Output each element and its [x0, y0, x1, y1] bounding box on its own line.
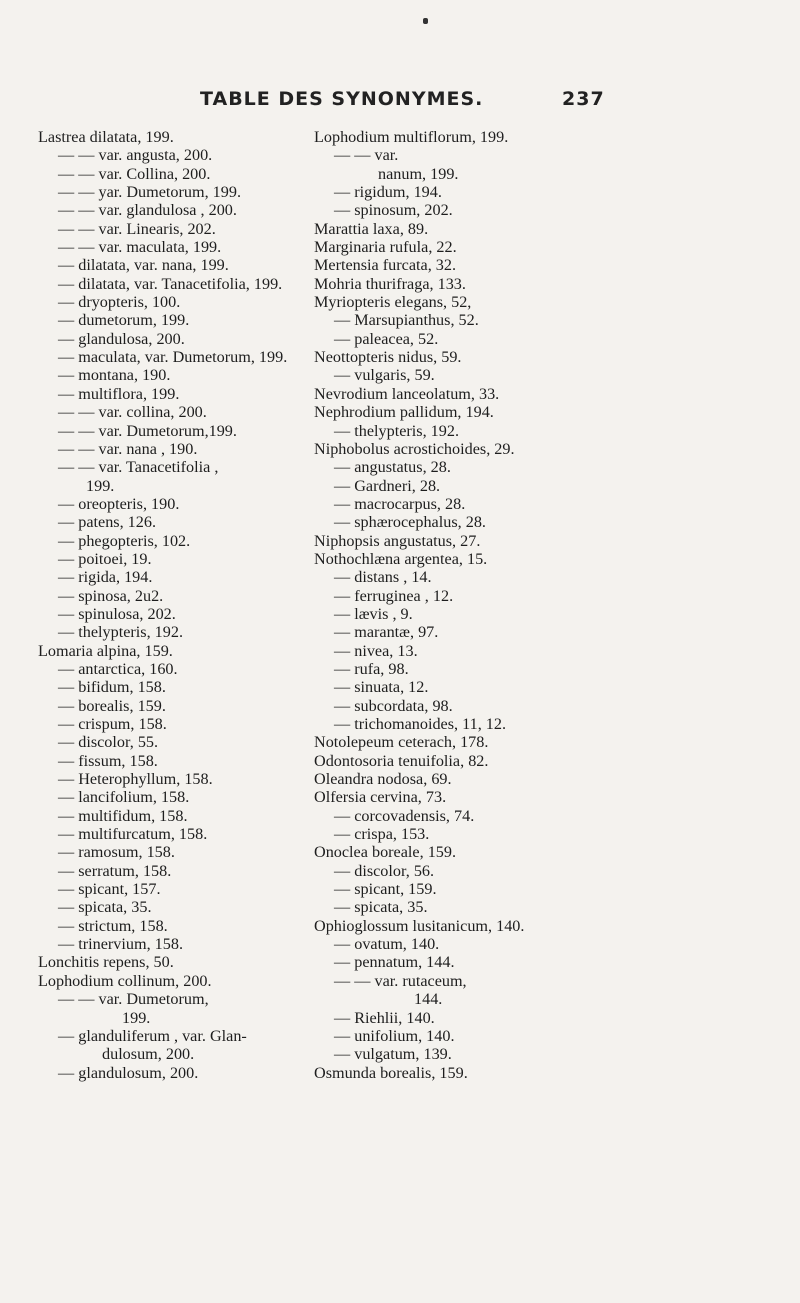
- index-entry: — montana, 190.: [58, 366, 171, 385]
- index-entry: Nephrodium pallidum, 194.: [314, 403, 494, 422]
- index-entry: — Heterophyllum, 158.: [58, 770, 213, 789]
- index-entry: — — var. collina, 200.: [58, 403, 207, 422]
- index-entry: — rufa, 98.: [334, 659, 409, 678]
- index-entry: — — var. Dumetorum,199.: [58, 421, 237, 440]
- index-entry: Onoclea boreale, 159.: [314, 843, 457, 862]
- index-entry: — crispa, 153.: [334, 825, 430, 844]
- index-entry: — lævis , 9.: [334, 604, 413, 623]
- index-entry: — crispum, 158.: [58, 715, 167, 733]
- index-entry: Nothochlæna argentea, 15.: [314, 549, 488, 568]
- page-header: [0, 88, 800, 114]
- index-entry: — multiflora, 199.: [58, 384, 180, 403]
- index-entry: — — var.: [334, 146, 399, 165]
- index-entry: — thelypteris, 192.: [58, 623, 183, 642]
- index-entry: — ramosum, 158.: [58, 843, 175, 862]
- index-entry: Nevrodium lanceolatum, 33.: [314, 384, 500, 403]
- index-entry: — — var. glandulosa , 200.: [58, 201, 237, 220]
- index-entry: 144.: [414, 990, 443, 1009]
- index-entry: Marginaria rufula, 22.: [314, 238, 457, 257]
- index-entry: — lancifolium, 158.: [58, 788, 190, 807]
- index-entry: — unifolium, 140.: [334, 1026, 455, 1045]
- index-entry: — ferruginea , 12.: [334, 586, 454, 605]
- index-entry: — dumetorum, 199.: [58, 311, 190, 330]
- index-entry: Mohria thurifraga, 133.: [314, 274, 466, 293]
- index-entry: — subcordata, 98.: [334, 696, 453, 715]
- index-entry: — — var. rutaceum,: [334, 971, 467, 990]
- index-entry: — spinosum, 202.: [334, 201, 453, 220]
- index-entry: — dilatata, var. Tanacetifolia, 199.: [58, 274, 283, 293]
- index-entry: — discolor, 56.: [334, 861, 435, 880]
- index-entry: — vulgaris, 59.: [334, 366, 435, 385]
- index-entry: — ovatum, 140.: [334, 935, 440, 954]
- index-entry: — spinosa, 2u2.: [58, 586, 164, 605]
- index-entry: — glanduliferum , var. Glan-: [58, 1026, 247, 1045]
- index-entry: — distans , 14.: [334, 568, 432, 587]
- index-entry: nanum, 199.: [378, 164, 459, 183]
- index-entry: Oleandra nodosa, 69.: [314, 770, 452, 789]
- index-entry: — sinuata, 12.: [334, 678, 429, 697]
- index-entry: — — var. Tanacetifolia ,: [58, 458, 219, 477]
- index-entry: 199.: [122, 1008, 151, 1027]
- index-entry: — serratum, 158.: [58, 861, 172, 880]
- index-entry: — — var. angusta, 200.: [58, 146, 213, 165]
- index-entry: — angustatus, 28.: [334, 458, 451, 477]
- index-entry: — glandulosum, 200.: [58, 1063, 199, 1082]
- index-entry: — discolor, 55.: [58, 733, 159, 752]
- index-entry: — — var. nana , 190.: [58, 439, 198, 458]
- index-entry: — dilatata, var. nana, 199.: [58, 256, 229, 275]
- index-entry: dulosum, 200.: [102, 1045, 195, 1064]
- index-entry: — dryopteris, 100.: [58, 293, 181, 312]
- index-entry: — rigida, 194.: [58, 568, 153, 587]
- index-entry: Lophodium collinum, 200.: [38, 971, 212, 990]
- index-entry: — borealis, 159.: [58, 696, 166, 715]
- index-entry: Lophodium multiflorum, 199.: [314, 128, 509, 146]
- index-entry: Osmunda borealis, 159.: [314, 1063, 468, 1082]
- index-entry: — poitoei, 19.: [58, 549, 152, 568]
- index-entry: Odontosoria tenuifolia, 82.: [314, 751, 489, 770]
- index-entry: — spicata, 35.: [334, 898, 428, 917]
- index-entry: — nivea, 13.: [334, 641, 418, 660]
- index-entry: Lonchitis repens, 50.: [38, 953, 174, 972]
- index-entry: — spicata, 35.: [58, 898, 152, 917]
- ink-mark: [423, 18, 428, 24]
- index-column-left: [38, 128, 328, 1082]
- index-entry: Niphopsis angustatus, 27.: [314, 531, 481, 550]
- index-entry: — spicant, 159.: [334, 880, 437, 899]
- index-entry: — trichomanoides, 11, 12.: [334, 715, 507, 733]
- index-entry: 199.: [86, 476, 115, 495]
- index-entry: Ophioglossum lusitanicum, 140.: [314, 916, 525, 935]
- index-entry: — fissum, 158.: [58, 751, 158, 770]
- index-entry: — multifurcatum, 158.: [58, 825, 208, 844]
- index-entry: — spinulosa, 202.: [58, 604, 176, 623]
- index-entry: — thelypteris, 192.: [334, 421, 459, 440]
- index-entry: Myriopteris elegans, 52,: [314, 293, 472, 312]
- index-entry: Lomaria alpina, 159.: [38, 641, 173, 660]
- index-entry: Notolepeum ceterach, 178.: [314, 733, 489, 752]
- index-entry: — — var. Linearis, 202.: [58, 219, 216, 238]
- page-number: 237: [562, 88, 605, 110]
- index-entry: — — yar. Dumetorum, 199.: [58, 183, 241, 202]
- index-entry: — macrocarpus, 28.: [334, 494, 466, 513]
- index-entry: Marattia laxa, 89.: [314, 219, 429, 238]
- index-entry: — Riehlii, 140.: [334, 1008, 435, 1027]
- index-entry: Niphobolus acrostichoides, 29.: [314, 439, 515, 458]
- index-entry: — paleacea, 52.: [334, 329, 439, 348]
- index-entry: — spicant, 157.: [58, 880, 161, 899]
- index-entry: Olfersia cervina, 73.: [314, 788, 447, 807]
- page-title: TABLE DES SYNONYMES.: [200, 88, 484, 110]
- index-entry: — glandulosa, 200.: [58, 329, 185, 348]
- index-entry: — pennatum, 144.: [334, 953, 455, 972]
- index-entry: Lastrea dilatata, 199.: [38, 128, 174, 146]
- index-entry: — phegopteris, 102.: [58, 531, 191, 550]
- index-entry: — — var. maculata, 199.: [58, 238, 222, 257]
- index-entry: — — var. Collina, 200.: [58, 164, 211, 183]
- index-entry: — trinervium, 158.: [58, 935, 183, 954]
- index-entry: — multifidum, 158.: [58, 806, 188, 825]
- index-entry: — — var. Dumetorum,: [58, 990, 209, 1009]
- index-entry: — patens, 126.: [58, 513, 157, 532]
- index-entry: — rigidum, 194.: [334, 183, 442, 202]
- index-entry: — Marsupianthus, 52.: [334, 311, 479, 330]
- index-entry: — maculata, var. Dumetorum, 199.: [58, 348, 288, 367]
- index-entry: Mertensia furcata, 32.: [314, 256, 457, 275]
- index-entry: — marantæ, 97.: [334, 623, 439, 642]
- index-entry: — strictum, 158.: [58, 916, 168, 935]
- index-entry: — oreopteris, 190.: [58, 494, 180, 513]
- index-entry: — Gardneri, 28.: [334, 476, 441, 495]
- index-entry: Neottopteris nidus, 59.: [314, 348, 462, 367]
- index-entry: — antarctica, 160.: [58, 659, 178, 678]
- index-entry: — sphærocephalus, 28.: [334, 513, 486, 532]
- index-entry: — vulgatum, 139.: [334, 1045, 452, 1064]
- index-entry: — bifidum, 158.: [58, 678, 166, 697]
- index-entry: — corcovadensis, 74.: [334, 806, 475, 825]
- index-column-right: [314, 128, 764, 1082]
